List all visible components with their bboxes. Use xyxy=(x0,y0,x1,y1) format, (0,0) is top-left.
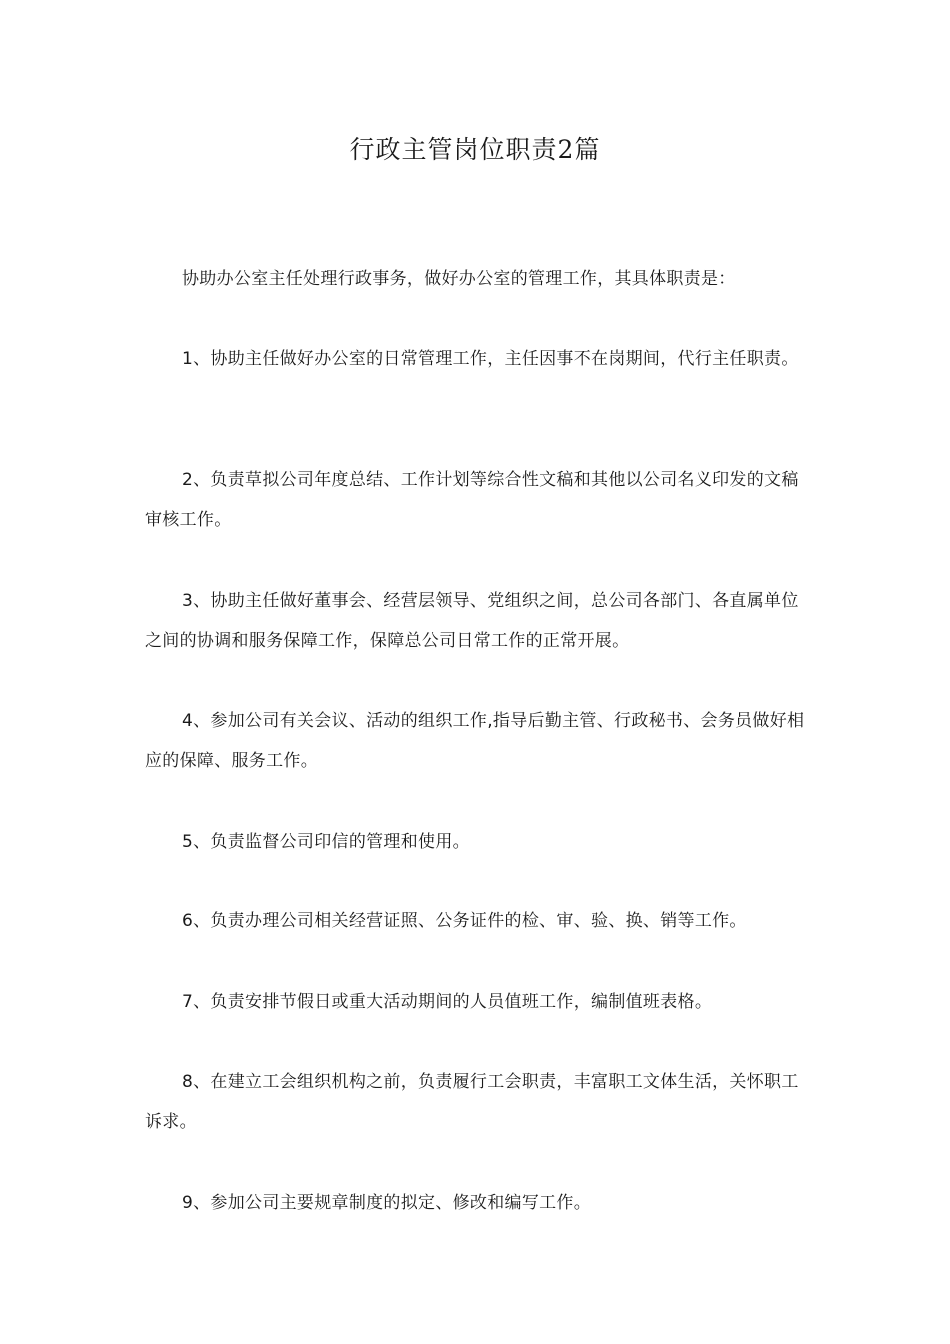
intro-paragraph: 协助办公室主任处理行政事务，做好办公室的管理工作，其具体职责是： xyxy=(182,269,736,289)
duty-item-7: 7、负责安排节假日或重大活动期间的人员值班工作，编制值班表格。 xyxy=(182,992,713,1012)
duty-item-6: 6、负责办理公司相关经营证照、公务证件的检、审、验、换、销等工作。 xyxy=(182,911,747,931)
duty-item-2: 2、负责草拟公司年度总结、工作计划等综合性文稿和其他以公司名义印发的文稿审核工作。 xyxy=(145,470,799,530)
duty-item-9: 9、参加公司主要规章制度的拟定、修改和编写工作。 xyxy=(182,1193,592,1213)
duty-item-8: 8、在建立工会组织机构之前，负责履行工会职责，丰富职工文体生活，关怀职工诉求。 xyxy=(145,1072,799,1132)
duty-item-5: 5、负责监督公司印信的管理和使用。 xyxy=(182,832,470,852)
duty-item-1: 1、协助主任做好办公室的日常管理工作，主任因事不在岗期间，代行主任职责。 xyxy=(182,349,799,369)
document-title: 行政主管岗位职责2篇 xyxy=(349,135,601,164)
duty-item-4: 4、参加公司有关会议、活动的组织工作,指导后勤主管、行政秘书、会务员做好相应的保障、服务工作。 xyxy=(145,711,805,771)
duty-item-3: 3、协助主任做好董事会、经营层领导、党组织之间，总公司各部门、各直属单位之间的协调和服务保障工作，保障总公司日常工作的正常开展。 xyxy=(145,591,799,651)
